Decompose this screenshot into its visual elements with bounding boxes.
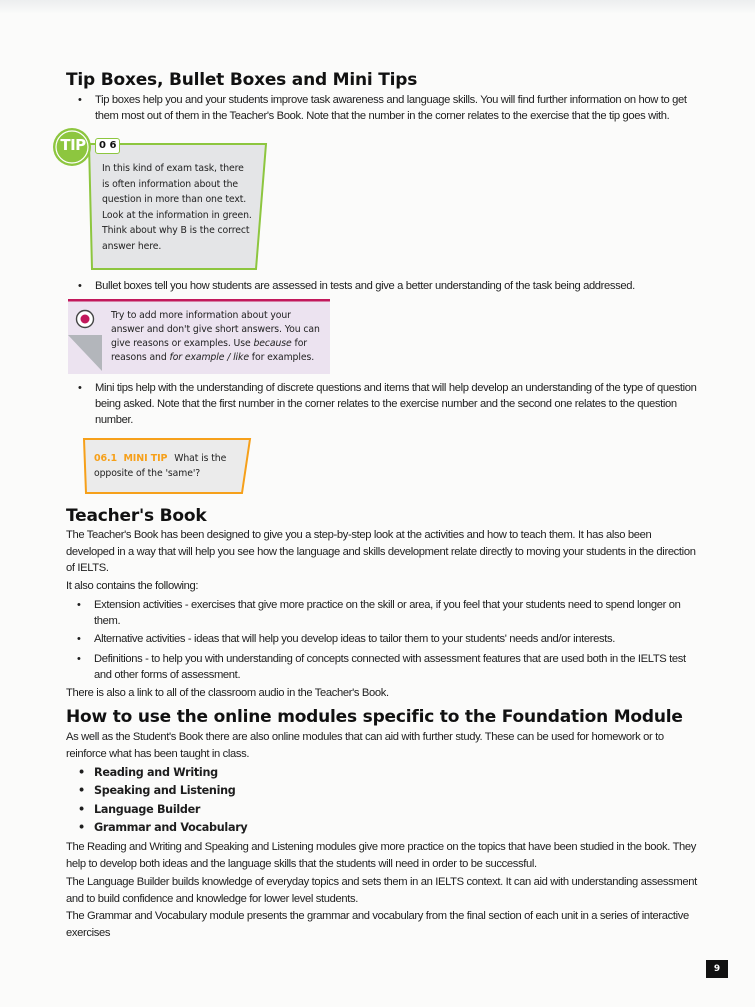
tip-boxes-bullet-text: Tip boxes help you and your students improve task awareness and language skills. You will find further information on how to get them most out of them in the Teacher's Book. Note that the number in the corner relates to the exercise that the tip goes with.	[95, 94, 687, 122]
bullet-box-line: Try to add more information about your	[111, 310, 291, 321]
bullet-dot: •	[78, 280, 82, 292]
module-item	[78, 766, 218, 779]
teachers-book-item-text: Extension activities - exercises that give more practice on the skill or area, if you feel that your students need to spend longer on them.	[94, 599, 681, 627]
bullet-box-fragment: for	[291, 338, 308, 349]
bullet-dot: •	[78, 803, 85, 816]
bullet-boxes-bullet	[78, 278, 707, 294]
modules-paragraph-3: The Grammar and Vocabulary module presents the grammar and vocabulary from the final section of each unit in a series of interactive exercises	[66, 910, 689, 939]
module-item	[78, 784, 236, 797]
bullet-box-italic: because	[253, 338, 292, 349]
bullet-dot: •	[78, 382, 82, 394]
bullet-dot: •	[77, 633, 81, 645]
mini-tips-bullet-text: Mini tips help with the understanding of discrete questions and items that will help develop an understanding of the type of question being asked. Note that the first number in the corner relates to the exercise number and the second one relates to the question number.	[95, 382, 697, 426]
teachers-book-item	[77, 631, 704, 647]
modules-paragraph-1: The Reading and Writing and Speaking and Listening modules give more practice on the topics that have been studied in the book. They help to develop both ideas and the language skills that the students will need in order to be successful.	[66, 841, 697, 870]
teachers-book-heading: Teacher's Book	[66, 506, 207, 526]
module-item	[78, 803, 201, 816]
teachers-book-item-text: Definitions - to help you with understanding of concepts connected with assessment features that are used both in the IELTS test and other forms of assessment.	[94, 653, 686, 681]
module-item-label: Speaking and Listening	[94, 784, 236, 797]
bullet-box	[68, 299, 330, 374]
mini-tips-bullet	[78, 380, 707, 428]
bullet-box-fragment: give reasons or examples. Use	[111, 338, 254, 349]
page-number: 9	[706, 960, 728, 978]
tip-text: In this kind of exam task, there is often information about the question in more than one text. Look at the information in green. Think about why B is the correct answer here.	[102, 163, 252, 252]
bullet-box-line: answer and don't give short answers. You can	[111, 324, 320, 335]
modules-paragraph-2: The Language Builder builds knowledge of everyday topics and sets them in an IELTS context. It can aid with understanding assessment and to build confidence and knowledge for lower level students.	[66, 876, 697, 905]
tip-boxes-heading: Tip Boxes, Bullet Boxes and Mini Tips	[66, 70, 418, 90]
online-modules-heading: How to use the online modules specific to the Foundation Module	[66, 707, 683, 727]
teachers-book-item	[77, 651, 704, 683]
teachers-book-intro: The Teacher's Book has been designed to give you a step-by-step look at the activities and how to teach them. It has also been developed in a way that will help you see how the language and skills development relate directly to moving your students in the direction of IELTS.	[66, 529, 696, 574]
tip-number: 0 6	[95, 138, 120, 154]
teachers-book-contains: It also contains the following:	[66, 580, 199, 592]
tip-boxes-bullet	[78, 92, 707, 124]
bullet-box-fragment: reasons and	[111, 352, 170, 363]
tip-box	[46, 128, 276, 276]
bullet-dot: •	[78, 784, 85, 797]
teachers-book-audio: There is also a link to all of the classroom audio in the Teacher's Book.	[66, 687, 389, 699]
mini-tip-text-1: What is the	[174, 453, 227, 464]
bullet-box-line	[111, 337, 326, 351]
teachers-book-item-text: Alternative activities - ideas that will help you develop ideas to tailor them to your students' needs and/or interests.	[94, 633, 616, 645]
teachers-book-item	[77, 597, 704, 629]
mini-tip-content	[94, 451, 244, 481]
bullet-boxes-bullet-text: Bullet boxes tell you how students are assessed in tests and give a better understanding of the task being addressed.	[95, 280, 635, 292]
module-item-label: Grammar and Vocabulary	[94, 821, 248, 834]
bullet-box-line	[111, 351, 326, 365]
bullet-dot: •	[77, 599, 81, 611]
online-modules-intro: As well as the Student's Book there are also online modules that can aid with further study. These can be used for homework or to reinforce what has been taught in class.	[66, 731, 664, 760]
mini-tip-text-2: opposite of the 'same'?	[94, 468, 201, 479]
module-item-label: Reading and Writing	[94, 766, 218, 779]
mini-tip-box	[82, 437, 252, 495]
page-top-shadow	[0, 0, 755, 14]
module-item-label: Language Builder	[94, 803, 201, 816]
bullet-box-text	[111, 309, 326, 365]
bullet-dot: •	[78, 94, 82, 106]
mini-tip-label: 06.1 MINI TIP	[94, 453, 168, 464]
bullet-dot: •	[78, 821, 85, 834]
bullet-box-italic: for example / like	[169, 352, 249, 363]
bullet-dot: •	[77, 653, 81, 665]
bullet-box-fragment: for examples.	[248, 352, 315, 363]
tip-badge-label: TIP	[60, 136, 86, 154]
module-item	[78, 821, 248, 834]
bullet-dot: •	[78, 766, 85, 779]
